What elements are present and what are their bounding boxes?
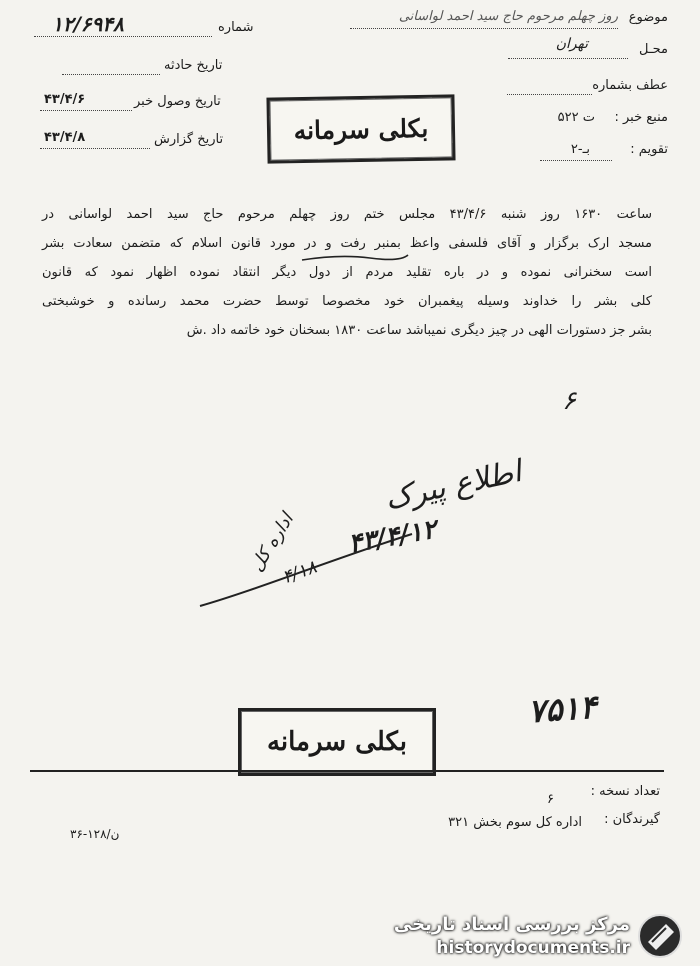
subject-value: روز چهلم مرحوم حاج سید احمد لواسانی [398,9,618,24]
report-date-dotted-line [40,148,150,149]
body-line-2: مسجد ارک برگزار و آقای فلسفی واعظ بمنبر رفت و در مورد قانون اسلام که متضمن سعادت بشر [42,236,652,251]
source-label: منبع خبر : [614,110,668,125]
form-code: ۳۶-۱۲۸/ن [70,827,120,841]
filing-number: ۷۵۱۴ [526,687,598,731]
handwritten-slash-line [196,530,416,610]
evaluation-dotted-line [540,160,612,161]
recipients-label: گیرندگان : [604,812,660,827]
watermark-url: historydocuments.ir [436,938,630,958]
reference-label: عطف بشماره [592,78,668,93]
receipt-date-dotted-line [40,110,132,111]
body-line-1: ساعت ۱۶۳۰ روز شنبه ۴۳/۴/۶ مجلس ختم روز چهلم مرحوم حاج سید احمد لواسانی در [42,207,652,222]
receipt-date-value: ۴۳/۴/۶ [44,92,86,107]
copies-value: ۶ [547,792,554,807]
evaluation-value: بـ-۲ [570,142,590,157]
place-label: محـل [638,42,668,57]
evaluation-label: تقویم : [630,142,668,157]
reference-dotted-line [507,94,592,95]
classification-stamp-bottom [238,708,436,776]
report-body [42,200,652,345]
number-dotted-line [34,36,212,37]
watermark-bar [0,904,700,966]
report-date-value: ۴۳/۴/۸ [44,130,86,145]
incident-date-label: تاریخ حادثه [164,58,223,73]
recipients-value: اداره کل سوم بخش ۳۲۱ [448,815,582,830]
copies-label: تعداد نسخه : [590,784,660,799]
report-date-label: تاریخ گزارش [154,132,224,147]
place-value: تهران [555,36,588,52]
body-line-3: است سخنرانی نموده و در باره تقلید مردم از دول دیگر انتقاد نموده اظهار نمود که قانون [42,265,652,280]
number-value: ۱۲/۶۹۴۸ [52,12,124,36]
source-value: ت ۵۲۲ [557,110,595,125]
classification-stamp-top [266,94,455,163]
archive-logo-icon [636,912,686,960]
subject-dotted-line [350,28,618,29]
incident-date-dotted-line [62,74,160,75]
handwritten-note-date: ۴۳/۴/۱۲ [346,514,439,560]
number-label: شماره [218,20,254,35]
watermark-title: مرکز بررسی اسناد تاریخی [393,914,630,935]
handwritten-note-2: اداره کل [246,509,298,576]
body-line-5: بشر جز دستورات الهی در چیز دیگری نمیباشد ساعت ۱۸۳۰ بسخنان خود خاتمه داد .ش [186,323,652,338]
place-dotted-line [508,58,628,59]
body-line-4: کلی بشر را خداوند وسیله پیغمبران خود مخصوصا توسط حضرت محمد رسانده و خوشبختی [42,294,652,309]
margin-mark: ۶ [562,386,576,416]
receipt-date-label: تاریخ وصول خبر [134,94,221,109]
subject-label: موضوع [628,10,668,25]
handwritten-note-1: اطلاع پیرک [381,453,525,518]
footer-divider [30,770,664,772]
stamp-text: بکلی سرمانه [293,113,429,145]
name-underline-mark [300,252,410,264]
stamp-text-bottom: بکلی سرمانه [266,727,408,757]
handwritten-note-3: ۴/۱۸ [279,556,320,589]
